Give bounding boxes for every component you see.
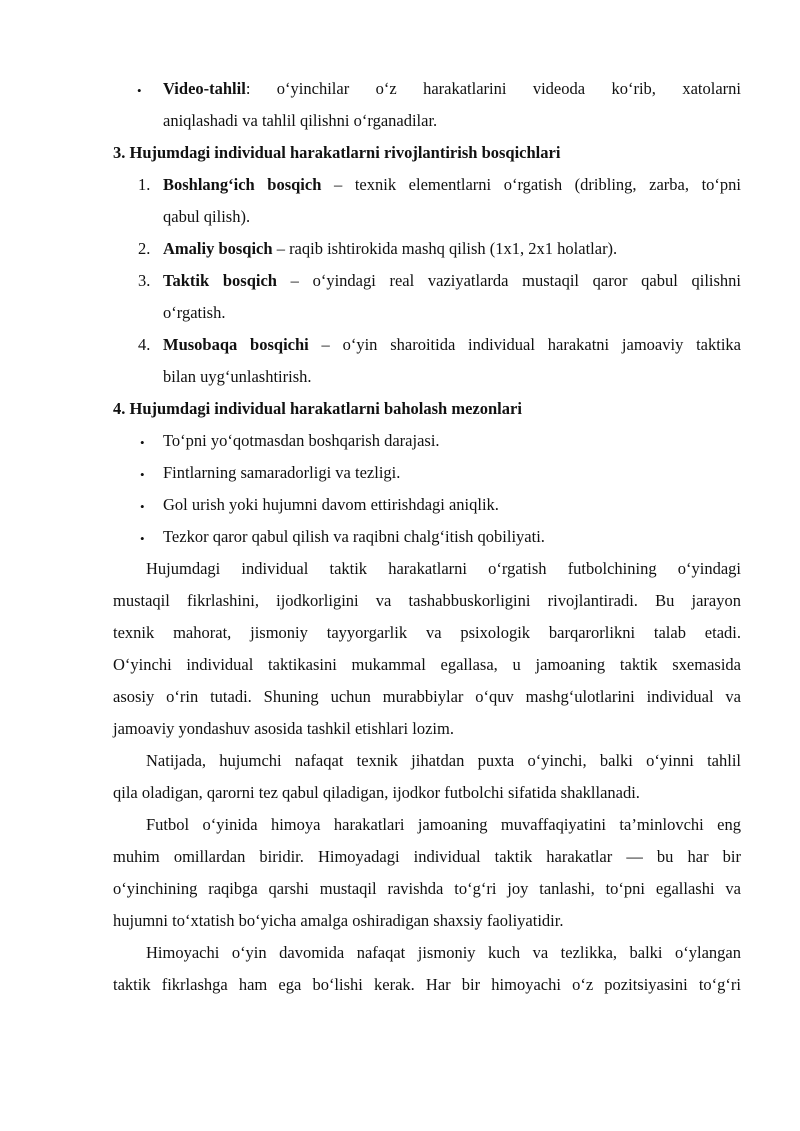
section3-heading xyxy=(113,138,560,168)
criteria-item: To‘pni yo‘qotmasdan boshqarish darajasi. xyxy=(163,431,440,450)
step-text: – raqib ishtirokida mashq qilish (1x1, 2x1 holatlar). xyxy=(272,239,618,258)
step-term: Taktik bosqich xyxy=(163,271,277,290)
step-term: Musobaqa bosqichi xyxy=(163,335,309,354)
paragraph-line: O‘yinchi individual taktikasini mukammal egallasa, u jamoaning taktik sxemasida xyxy=(113,655,741,674)
paragraph-line: mustaqil fikrlashini, ijodkorligini va tashabbuskorligini rivojlantiradi. Bu jarayon xyxy=(113,591,741,610)
video-item-line2: aniqlashadi va tahlil qilishni o‘rganadilar. xyxy=(163,111,438,130)
bullet-icon: • xyxy=(140,467,145,482)
section4-heading xyxy=(113,394,522,424)
bullet-icon: • xyxy=(140,531,145,546)
paragraph-line: muhim omillardan biridir. Himoyadagi individual taktik harakatlar — bu har bir xyxy=(113,847,741,866)
paragraph-line: taktik fikrlashga ham ega bo‘lishi kerak. Har bir himoyachi o‘z pozitsiyasini to‘g‘ri xyxy=(113,975,741,994)
step-number: 1. xyxy=(138,175,151,194)
bullet-icon: • xyxy=(140,499,145,514)
paragraph-line: Himoyachi o‘yin davomida nafaqat jismoniy kuch va tezlikka, balki o‘ylangan xyxy=(146,943,741,962)
step-item-line1 xyxy=(163,170,741,200)
step-text: – texnik elementlarni o‘rgatish (dribling, zarba, to‘pni xyxy=(321,175,741,194)
step-item-line1 xyxy=(163,234,617,264)
paragraph-line: Hujumdagi individual taktik harakatlarni o‘rgatish futbolchining o‘yindagi xyxy=(146,559,741,578)
video-item-term: Video-tahlil xyxy=(163,79,246,98)
criteria-item: Tezkor qaror qabul qilish va raqibni chalg‘itish qobiliyati. xyxy=(163,527,545,546)
paragraph-line: hujumni to‘xtatish bo‘yicha amalga oshiradigan shaxsiy faoliyatidir. xyxy=(113,911,564,930)
criteria-item: Gol urish yoki hujumni davom ettirishdagi aniqlik. xyxy=(163,495,499,514)
section4-heading-text: 4. Hujumdagi individual harakatlarni baholash mezonlari xyxy=(113,399,522,418)
paragraph-line: o‘yinchining raqibga qarshi mustaqil ravishda to‘g‘ri joy tanlashi, to‘pni egallashi va xyxy=(113,879,741,898)
video-item-line1 xyxy=(163,74,741,104)
video-item-text: : o‘yinchilar o‘z harakatlarini videoda ko‘rib, xatolarni xyxy=(245,79,741,98)
step-item-line2: qabul qilish). xyxy=(163,207,251,226)
step-item-line2: bilan uyg‘unlashtirish. xyxy=(163,367,312,386)
bullet-icon: • xyxy=(140,435,145,450)
step-term: Boshlang‘ich bosqich xyxy=(163,175,322,194)
paragraph-line: texnik mahorat, jismoniy tayyorgarlik va psixologik barqarorlikni talab etadi. xyxy=(113,623,741,642)
step-text: – o‘yin sharoitida individual harakatni jamoaviy taktika xyxy=(308,335,741,354)
paragraph-line: Futbol o‘yinida himoya harakatlari jamoaning muvaffaqiyatini ta’minlovchi eng xyxy=(146,815,741,834)
step-number: 4. xyxy=(138,335,151,354)
step-item-line1 xyxy=(163,266,741,296)
step-number: 2. xyxy=(138,239,151,258)
paragraph-line: Natijada, hujumchi nafaqat texnik jihatdan puxta o‘yinchi, balki o‘yinni tahlil xyxy=(146,751,741,770)
section3-heading-text: 3. Hujumdagi individual harakatlarni rivojlantirish bosqichlari xyxy=(113,143,561,162)
step-term: Amaliy bosqich xyxy=(163,239,273,258)
step-item-line2: o‘rgatish. xyxy=(163,303,226,322)
step-number: 3. xyxy=(138,271,151,290)
paragraph-line: qila oladigan, qarorni tez qabul qiladigan, ijodkor futbolchi sifatida shakllanadi. xyxy=(113,783,640,802)
paragraph-line: jamoaviy yondashuv asosida tashkil etishlari lozim. xyxy=(113,719,454,738)
paragraph-line: asosiy o‘rin tutadi. Shuning uchun murabbiylar o‘quv mashg‘ulotlarini individual va xyxy=(113,687,741,706)
criteria-item: Fintlarning samaradorligi va tezligi. xyxy=(163,463,401,482)
step-text: – o‘yindagi real vaziyatlarda mustaqil qaror qabul qilishni xyxy=(276,271,742,290)
step-item-line1 xyxy=(163,330,741,360)
bullet-icon: • xyxy=(137,83,142,98)
